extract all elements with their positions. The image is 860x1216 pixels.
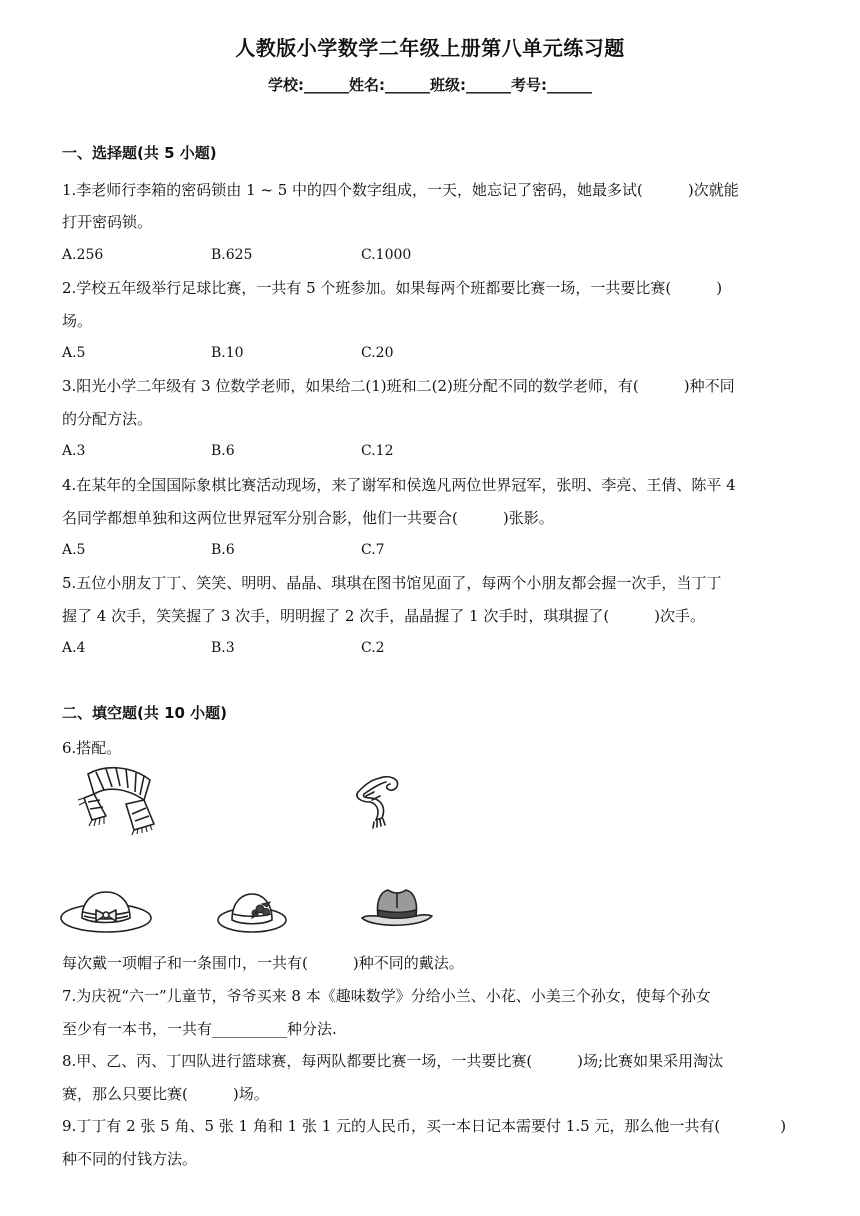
question-8-line-1: 8.甲、乙、丙、丁四队进行篮球赛，每两队都要比赛一场，一共要比赛( )场;比赛如果采用淘汰 (62, 1052, 724, 1070)
question-1-option-c: C.1000 (361, 247, 412, 263)
question-2-option-c: C.20 (361, 345, 394, 361)
question-9-line-2: 种不同的付钱方法。 (62, 1150, 198, 1168)
question-5-option-b: B.3 (211, 640, 235, 656)
question-9-line-1: 9.丁丁有 2 张 5 角、5 张 1 角和 1 张 1 元的人民币，买一本日记本需要付 1.5 元，那么他一共有( ) (62, 1117, 787, 1135)
question-1-option-b: B.625 (211, 247, 253, 263)
question-2-line-1: 2.学校五年级举行足球比赛，一共有 5 个班参加。如果每两个班都要比赛一场，一共要比赛( ) (62, 279, 723, 297)
question-5-line-2: 握了 4 次手，笑笑握了 3 次手，明明握了 2 次手，晶晶握了 1 次手时，琪琪握了( )次手。 (62, 607, 706, 625)
question-7-line-1: 7.为庆祝“六一”儿童节，爷爷买来 8 本《趣味数学》分给小兰、小花、小美三个孙女，使每个孙女 (62, 987, 711, 1005)
bow-sunhat-icon (58, 888, 154, 936)
question-3-option-b: B.6 (211, 443, 235, 459)
student-info-line: 学校:______姓名:______班级:______考号:______ (268, 76, 592, 94)
section-heading-multiple-choice: 一、选择题(共 5 小题) (62, 144, 217, 162)
question-5-line-1: 5.五位小朋友丁丁、笑笑、明明、晶晶、琪琪在图书馆见面了，每两个小朋友都会握一次手，当丁丁 (62, 574, 722, 592)
question-8-line-2: 赛，那么只要比赛( )场。 (62, 1085, 269, 1103)
question-3-option-c: C.12 (361, 443, 394, 459)
section-heading-fill-in: 二、填空题(共 10 小题) (62, 704, 228, 722)
question-7-line-2: 至少有一本书，一共有__________种分法. (62, 1020, 337, 1038)
question-5-option-c: C.2 (361, 640, 385, 656)
question-2-line-2: 场。 (62, 312, 93, 330)
flower-hat-icon (214, 888, 290, 936)
question-2-option-b: B.10 (211, 345, 244, 361)
question-4-line-1: 4.在某年的全国国际象棋比赛活动现场，来了谢军和侯逸凡两位世界冠军，张明、李亮、王倩、陈平 4 (62, 476, 736, 494)
question-3-line-2: 的分配方法。 (62, 410, 153, 428)
question-6-line-2: 每次戴一项帽子和一条围巾，一共有( )种不同的戴法。 (62, 954, 464, 972)
question-4-option-a: A.5 (62, 542, 86, 558)
question-2-option-a: A.5 (62, 345, 86, 361)
question-1-option-a: A.256 (62, 247, 104, 263)
question-4-line-2: 名同学都想单独和这两位世界冠军分别合影，他们一共要合( )张影。 (62, 509, 554, 527)
question-6-line-1: 6.搭配。 (62, 739, 122, 757)
fedora-hat-icon (358, 884, 436, 936)
page-title: 人教版小学数学二年级上册第八单元练习题 (235, 36, 625, 60)
striped-scarf-icon (76, 764, 160, 836)
question-1-line-2: 打开密码锁。 (62, 213, 153, 231)
curled-scarf-icon (350, 772, 406, 832)
question-3-line-1: 3.阳光小学二年级有 3 位数学老师，如果给二(1)班和二(2)班分配不同的数学老师，有( )种不同 (62, 377, 735, 395)
question-3-option-a: A.3 (62, 443, 86, 459)
question-5-option-a: A.4 (62, 640, 86, 656)
question-1-line-1: 1.李老师行李箱的密码锁由 1 ~ 5 中的四个数字组成，一天，她忘记了密码，她最多试( )次就能 (62, 181, 739, 199)
question-4-option-c: C.7 (361, 542, 385, 558)
question-4-option-b: B.6 (211, 542, 235, 558)
